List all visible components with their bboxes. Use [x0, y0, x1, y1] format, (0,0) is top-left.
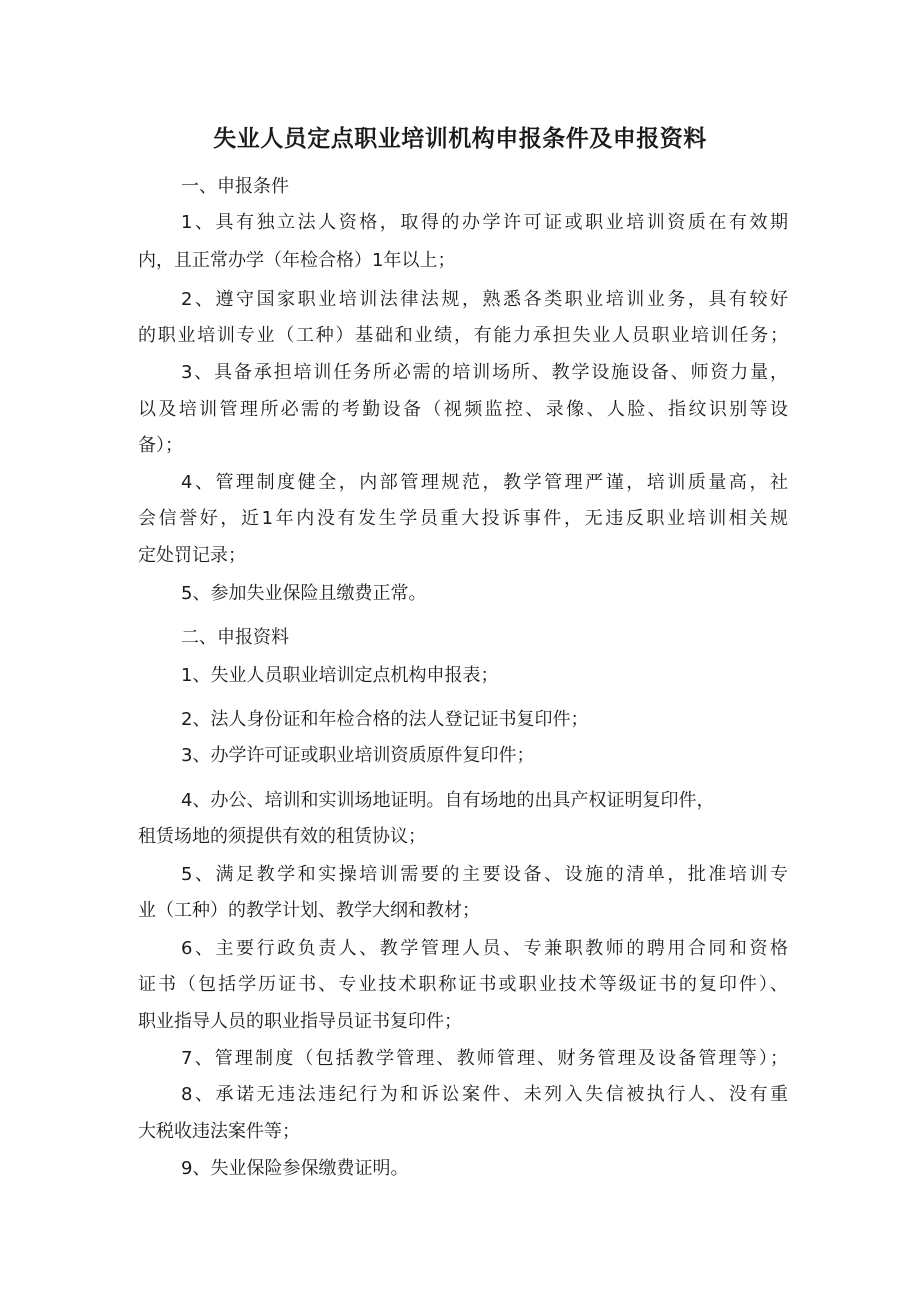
material-6-line-3: 职业指导人员的职业指导员证书复印件； — [138, 1011, 462, 1032]
condition-5: 5、参加失业保险且缴费正常。 — [181, 583, 427, 604]
condition-2-line-1: 2、遵守国家职业培训法律法规，熟悉各类职业培训业务，具有较好 — [181, 289, 788, 310]
material-9: 9、失业保险参保缴费证明。 — [181, 1158, 409, 1179]
material-5-line-1: 5、满足教学和实操培训需要的主要设备、设施的清单，批准培训专 — [181, 864, 788, 885]
material-4-line-2: 租赁场地的须提供有效的租赁协议； — [138, 826, 426, 847]
material-4-line-1: 4、办公、培训和实训场地证明。自有场地的出具产权证明复印件， — [181, 790, 715, 811]
condition-1-line-1: 1、具有独立法人资格，取得的办学许可证或职业培训资质在有效期 — [181, 212, 788, 233]
section-heading-conditions: 一、申报条件 — [181, 176, 289, 197]
condition-2-line-2: 的职业培训专业（工种）基础和业绩，有能力承担失业人员职业培训任务； — [138, 325, 788, 346]
condition-4-line-2: 会信誉好，近1年内没有发生学员重大投诉事件，无违反职业培训相关规 — [138, 508, 788, 529]
material-7: 7、管理制度（包括教学管理、教师管理、财务管理及设备管理等）； — [181, 1048, 788, 1069]
material-3: 3、办学许可证或职业培训资质原件复印件； — [181, 745, 535, 766]
material-6-line-1: 6、主要行政负责人、教学管理人员、专兼职教师的聘用合同和资格 — [181, 938, 788, 959]
material-1: 1、失业人员职业培训定点机构申报表； — [181, 665, 499, 686]
condition-3-line-1: 3、具备承担培训任务所必需的培训场所、教学设施设备、师资力量， — [181, 362, 788, 383]
document-title: 失业人员定点职业培训机构申报条件及申报资料 — [213, 126, 707, 152]
condition-4-line-3: 定处罚记录； — [138, 545, 246, 566]
section-heading-materials: 二、申报资料 — [181, 627, 289, 648]
material-8-line-2: 大税收违法案件等； — [138, 1121, 300, 1142]
material-8-line-1: 8、承诺无违法违纪行为和诉讼案件、未列入失信被执行人、没有重 — [181, 1084, 788, 1105]
material-5-line-2: 业（工种）的教学计划、教学大纲和教材； — [138, 900, 480, 921]
condition-1-line-2: 内，且正常办学（年检合格）1年以上； — [138, 250, 456, 271]
material-2: 2、法人身份证和年检合格的法人登记证书复印件； — [181, 709, 589, 730]
material-6-line-2: 证书（包括学历证书、专业技术职称证书或职业技术等级证书的复印件）、 — [138, 974, 788, 995]
condition-3-line-3: 备）； — [138, 435, 183, 456]
condition-3-line-2: 以及培训管理所必需的考勤设备（视频监控、录像、人脸、指纹识别等设 — [138, 399, 788, 420]
condition-4-line-1: 4、管理制度健全，内部管理规范，教学管理严谨，培训质量高，社 — [181, 472, 788, 493]
